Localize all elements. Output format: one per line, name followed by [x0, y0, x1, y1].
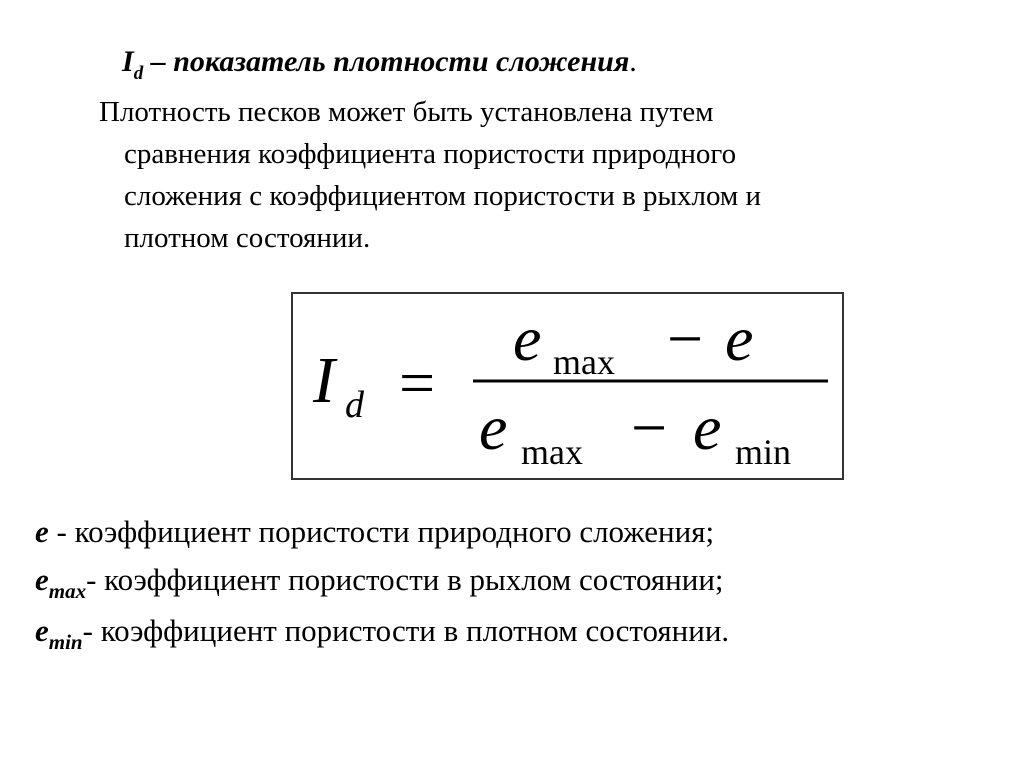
numerator-max-subscript: max — [553, 342, 615, 382]
formula-lhs-symbol: I — [313, 344, 335, 417]
formula-box — [291, 292, 844, 480]
variable-legend — [35, 508, 1015, 658]
numerator-minus-sign: − — [667, 303, 704, 374]
denominator-minus-sign: − — [631, 392, 668, 463]
density-index-formula — [293, 294, 846, 482]
paragraph-line: сравнения коэффициента пористости природного — [124, 138, 737, 170]
paragraph-line: сложения с коэффициентом пористости в рыхлом и — [124, 180, 762, 212]
legend-text: - коэффициент пористости природного сложения; — [48, 514, 715, 549]
legend-symbol: $e_{min}$ — [35, 613, 83, 654]
denominator-max-subscript: max — [521, 432, 583, 472]
heading-period: . — [629, 45, 637, 78]
paragraph-line: Плотность песков может быть установлена путем — [99, 96, 714, 128]
denominator-min-subscript: min — [735, 432, 792, 472]
numerator-e-symbol: e — [725, 303, 754, 374]
denominator-e-max-symbol: e — [479, 392, 508, 463]
paragraph-line: плотном состоянии. — [124, 222, 371, 254]
heading-symbol: I — [122, 45, 134, 78]
legend-item-e-min — [35, 607, 1015, 658]
denominator-e-min-symbol: e — [693, 392, 722, 463]
legend-item-e-max — [35, 556, 1015, 607]
legend-symbol: e — [35, 514, 49, 549]
definition-heading — [122, 44, 637, 84]
formula-lhs-subscript: d — [345, 384, 364, 426]
heading-text: – показатель плотности сложения — [143, 45, 630, 78]
legend-text: - коэффициент пористости в плотном состоянии. — [82, 613, 730, 648]
legend-item-e — [35, 508, 1015, 556]
legend-subscript: min — [48, 630, 83, 654]
numerator-e-max-symbol: e — [513, 303, 542, 374]
description-paragraph — [99, 91, 984, 259]
heading-subscript: d — [133, 63, 144, 84]
formula-equals-sign: = — [399, 347, 436, 418]
legend-subscript: max — [48, 579, 87, 603]
legend-text: - коэффициент пористости в рыхлом состоянии; — [86, 562, 724, 597]
legend-symbol: $e_{max}$ — [35, 562, 87, 603]
